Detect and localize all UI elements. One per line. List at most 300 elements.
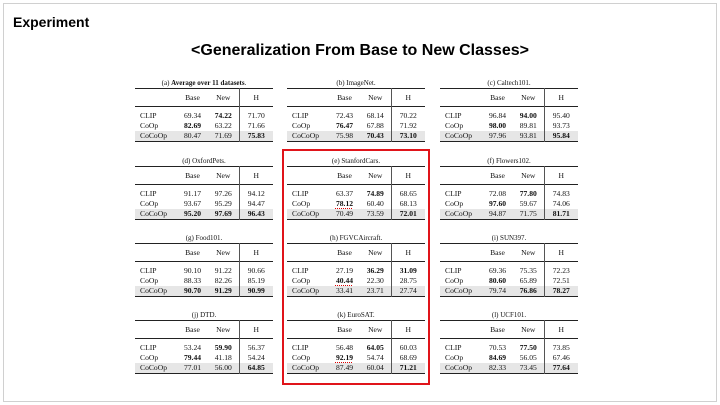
results-table <box>440 166 578 220</box>
value-text: 97.69 <box>214 209 232 218</box>
column-header: H <box>544 244 578 262</box>
value-cell <box>208 276 239 286</box>
table-header-row <box>135 167 273 185</box>
column-header: Base <box>490 325 505 334</box>
value-cell <box>513 131 544 142</box>
value-cell <box>513 199 544 209</box>
value-text: 98.00 <box>488 121 507 130</box>
caption-text: (g) Food101. <box>185 234 223 242</box>
column-header: H <box>544 321 578 339</box>
value-cell <box>177 121 208 131</box>
method-label: CoOp <box>140 121 159 130</box>
method-label: CLIP <box>140 266 157 275</box>
method-label: CoOp <box>140 276 159 285</box>
value-text: 97.26 <box>214 189 232 198</box>
table-row <box>440 199 578 209</box>
table-panel <box>440 156 578 220</box>
value-cell <box>239 276 273 286</box>
header-blank <box>440 89 482 107</box>
main-heading: <Generalization From Base to New Classes> <box>191 42 529 59</box>
header-blank <box>135 244 177 262</box>
results-table <box>287 88 425 142</box>
value-cell <box>177 107 208 122</box>
value-cell <box>482 199 513 209</box>
method-label: CLIP <box>445 266 462 275</box>
method-label: CLIP <box>445 189 462 198</box>
method-label: CLIP <box>445 111 462 120</box>
table-row <box>135 262 273 277</box>
value-text: 27.74 <box>399 286 417 295</box>
method-label: CoCoOp <box>140 131 168 140</box>
value-text: 74.83 <box>552 189 570 198</box>
table-row <box>440 262 578 277</box>
value-cell <box>513 339 544 354</box>
value-text: 91.22 <box>214 266 232 275</box>
value-cell <box>239 209 273 220</box>
column-header: Base <box>337 248 352 257</box>
value-text: 78.12 <box>335 199 354 208</box>
column-header: H <box>391 244 425 262</box>
method-label: CoCoOp <box>292 131 320 140</box>
value-cell <box>391 107 425 122</box>
value-cell <box>177 353 208 363</box>
value-text: 33.41 <box>335 286 354 295</box>
column-header: New <box>368 171 383 180</box>
table-caption <box>135 78 273 88</box>
caption-text: (j) DTD. <box>191 311 217 319</box>
value-cell <box>329 131 360 142</box>
value-text: 71.75 <box>519 209 537 218</box>
value-text: 76.47 <box>335 121 354 130</box>
value-text: 22.30 <box>366 276 384 285</box>
value-text: 69.34 <box>183 111 202 120</box>
method-label: CoCoOp <box>445 209 473 218</box>
table-row <box>440 209 578 220</box>
value-text: 74.22 <box>214 111 232 120</box>
table-caption <box>440 233 578 243</box>
value-cell <box>177 262 208 277</box>
caption-text: (h) FGVCAircraft. <box>329 234 383 242</box>
value-cell <box>329 121 360 131</box>
caption-text: (a) <box>161 79 172 87</box>
table-panel <box>135 233 273 297</box>
value-text: 72.43 <box>335 111 354 120</box>
table-panel <box>440 78 578 142</box>
column-header: New <box>521 171 536 180</box>
value-cell <box>239 199 273 209</box>
column-header: Base <box>490 248 505 257</box>
table-row <box>440 339 578 354</box>
value-cell <box>513 353 544 363</box>
value-text: 75.83 <box>247 131 265 140</box>
results-table <box>440 243 578 297</box>
value-text: 78.27 <box>552 286 570 295</box>
value-cell <box>544 276 578 286</box>
column-header: Base <box>185 248 200 257</box>
value-cell <box>513 262 544 277</box>
value-text: 63.37 <box>335 189 354 198</box>
table-row <box>135 353 273 363</box>
value-text: 56.05 <box>519 353 537 362</box>
value-cell <box>177 185 208 200</box>
value-cell <box>544 339 578 354</box>
table-header-row <box>287 89 425 107</box>
value-cell <box>482 339 513 354</box>
value-cell <box>239 363 273 374</box>
column-header: Base <box>337 171 352 180</box>
value-cell <box>391 121 425 131</box>
value-cell <box>239 131 273 142</box>
table-caption <box>440 78 578 88</box>
value-cell <box>544 363 578 374</box>
value-text: 72.01 <box>399 209 417 218</box>
table-panel <box>440 310 578 374</box>
table-row <box>440 185 578 200</box>
value-cell <box>544 262 578 277</box>
method-label: CoCoOp <box>292 286 320 295</box>
table-header-row <box>440 89 578 107</box>
value-cell <box>208 363 239 374</box>
column-header: Base <box>337 93 352 102</box>
value-text: 94.12 <box>247 189 265 198</box>
column-header: New <box>216 171 231 180</box>
value-text: 91.17 <box>183 189 202 198</box>
value-text: 71.21 <box>399 363 417 372</box>
method-label: CoOp <box>292 276 311 285</box>
header-blank <box>135 89 177 107</box>
table-row <box>287 121 425 131</box>
column-header: Base <box>490 171 505 180</box>
value-cell <box>239 185 273 200</box>
value-cell <box>544 185 578 200</box>
results-table <box>135 166 273 220</box>
caption-text: (i) SUN397. <box>491 234 527 242</box>
value-cell <box>208 286 239 297</box>
value-cell <box>239 339 273 354</box>
table-row <box>135 121 273 131</box>
table-header-row <box>135 321 273 339</box>
value-text: 72.23 <box>552 266 570 275</box>
value-text: 68.13 <box>399 199 417 208</box>
value-cell <box>482 363 513 374</box>
table-row <box>440 353 578 363</box>
value-cell <box>544 131 578 142</box>
table-panel <box>287 78 425 142</box>
value-cell <box>239 353 273 363</box>
table-row <box>135 131 273 142</box>
table-row <box>135 286 273 297</box>
value-text: 77.50 <box>519 343 537 352</box>
value-text: 96.43 <box>247 209 265 218</box>
column-header: H <box>391 167 425 185</box>
method-label: CoOp <box>292 121 311 130</box>
value-cell <box>482 209 513 220</box>
value-text: 71.66 <box>247 121 265 130</box>
value-cell <box>482 131 513 142</box>
table-caption <box>440 156 578 166</box>
column-header: Base <box>185 93 200 102</box>
value-text: 70.43 <box>366 131 384 140</box>
method-label: CLIP <box>292 266 309 275</box>
table-caption <box>287 78 425 88</box>
value-cell <box>513 286 544 297</box>
header-blank <box>287 89 329 107</box>
value-text: 72.08 <box>488 189 507 198</box>
table-row <box>287 107 425 122</box>
table-header-row <box>135 89 273 107</box>
method-label: CLIP <box>140 111 157 120</box>
method-label: CoOp <box>445 199 464 208</box>
caption-text: (d) OxfordPets. <box>182 157 226 165</box>
value-text: 56.37 <box>247 343 265 352</box>
value-text: 77.80 <box>519 189 537 198</box>
results-table <box>440 320 578 374</box>
value-cell <box>360 131 391 142</box>
column-header: H <box>239 89 273 107</box>
method-label: CLIP <box>445 343 462 352</box>
value-text: 64.85 <box>247 363 265 372</box>
value-text: 67.46 <box>552 353 570 362</box>
value-cell <box>513 107 544 122</box>
column-header: New <box>368 248 383 257</box>
highlight-box <box>282 149 430 385</box>
value-cell <box>544 209 578 220</box>
caption-text: (f) Flowers102. <box>487 157 531 165</box>
column-header: H <box>391 89 425 107</box>
method-label: CoCoOp <box>292 209 320 218</box>
value-text: 31.09 <box>399 266 417 275</box>
value-text: 65.89 <box>519 276 537 285</box>
method-label: CoCoOp <box>445 131 473 140</box>
value-text: 71.92 <box>399 121 417 130</box>
table-header-row <box>440 321 578 339</box>
method-label: CoCoOp <box>445 286 473 295</box>
value-text: 95.29 <box>214 199 232 208</box>
value-cell <box>513 121 544 131</box>
value-text: 96.84 <box>488 111 507 120</box>
method-label: CLIP <box>140 343 157 352</box>
value-text: 64.05 <box>366 343 384 352</box>
value-cell <box>208 199 239 209</box>
caption-text: . <box>244 79 247 87</box>
value-cell <box>208 209 239 220</box>
value-text: 59.90 <box>214 343 232 352</box>
method-label: CoOp <box>445 353 464 362</box>
header-blank <box>440 244 482 262</box>
value-cell <box>391 131 425 142</box>
value-cell <box>177 131 208 142</box>
value-text: 75.35 <box>519 266 537 275</box>
table-header-row <box>135 244 273 262</box>
column-header: New <box>521 248 536 257</box>
value-text: 79.44 <box>183 353 202 362</box>
value-text: 80.47 <box>183 131 202 140</box>
caption-text: (c) Caltech101. <box>487 79 531 87</box>
value-cell <box>239 286 273 297</box>
caption-text: (l) UCF101. <box>491 311 527 319</box>
value-text: 70.49 <box>335 209 354 218</box>
table-caption <box>135 156 273 166</box>
value-cell <box>544 121 578 131</box>
header-blank <box>135 321 177 339</box>
value-cell <box>208 339 239 354</box>
table-row <box>440 121 578 131</box>
value-text: 54.74 <box>366 353 384 362</box>
results-table <box>440 88 578 142</box>
column-header: H <box>239 167 273 185</box>
value-cell <box>544 107 578 122</box>
value-text: 41.18 <box>214 353 232 362</box>
method-label: CoOp <box>445 276 464 285</box>
table-row <box>135 107 273 122</box>
value-text: 63.22 <box>214 121 232 130</box>
value-text: 74.89 <box>366 189 384 198</box>
table-row <box>440 107 578 122</box>
value-cell <box>177 209 208 220</box>
method-label: CoCoOp <box>445 363 473 372</box>
value-text: 79.74 <box>488 286 507 295</box>
value-cell <box>208 131 239 142</box>
table-panel <box>135 310 273 374</box>
value-text: 23.71 <box>366 286 384 295</box>
value-text: 56.00 <box>214 363 232 372</box>
value-cell <box>329 107 360 122</box>
value-text: 73.45 <box>519 363 537 372</box>
column-header: H <box>544 167 578 185</box>
value-text: 90.99 <box>247 286 265 295</box>
value-text: 71.70 <box>247 111 265 120</box>
value-text: 27.19 <box>335 266 354 275</box>
header-blank <box>440 321 482 339</box>
value-text: 93.73 <box>552 121 570 130</box>
value-text: 67.88 <box>366 121 384 130</box>
table-row <box>135 339 273 354</box>
value-text: 36.29 <box>366 266 384 275</box>
value-text: 68.14 <box>366 111 384 120</box>
value-cell <box>513 185 544 200</box>
value-text: 93.81 <box>519 131 537 140</box>
value-cell <box>544 353 578 363</box>
results-table <box>135 243 273 297</box>
table-row <box>135 199 273 209</box>
value-text: 70.22 <box>399 111 417 120</box>
value-text: 74.06 <box>552 199 570 208</box>
value-cell <box>239 121 273 131</box>
slide-title: Experiment <box>13 14 90 30</box>
results-table <box>135 320 273 374</box>
value-cell <box>177 286 208 297</box>
caption-text: (e) StanfordCars. <box>331 157 381 165</box>
header-blank <box>135 167 177 185</box>
value-cell <box>482 262 513 277</box>
value-text: 87.49 <box>335 363 354 372</box>
table-row <box>440 363 578 374</box>
table-row <box>440 286 578 297</box>
value-text: 28.75 <box>399 276 417 285</box>
value-text: 77.01 <box>183 363 202 372</box>
method-label: CoOp <box>445 121 464 130</box>
method-label: CoCoOp <box>140 209 168 218</box>
value-text: 59.67 <box>519 199 537 208</box>
value-cell <box>544 286 578 297</box>
column-header: H <box>391 321 425 339</box>
value-text: 71.69 <box>214 131 232 140</box>
value-cell <box>239 107 273 122</box>
value-cell <box>177 339 208 354</box>
table-header-row <box>440 244 578 262</box>
column-header: New <box>368 325 383 334</box>
column-header: New <box>216 93 231 102</box>
table-row <box>440 276 578 286</box>
value-text: 90.66 <box>247 266 265 275</box>
column-header: New <box>521 93 536 102</box>
value-text: 40.44 <box>335 276 354 285</box>
value-text: 84.69 <box>488 353 507 362</box>
value-cell <box>208 353 239 363</box>
column-header: New <box>216 325 231 334</box>
value-cell <box>513 276 544 286</box>
value-text: 95.40 <box>552 111 570 120</box>
method-label: CLIP <box>292 343 309 352</box>
method-label: CLIP <box>292 111 309 120</box>
caption-text: (b) ImageNet. <box>336 79 376 87</box>
value-text: 60.03 <box>399 343 417 352</box>
value-cell <box>482 185 513 200</box>
table-row <box>135 185 273 200</box>
value-text: 70.53 <box>488 343 507 352</box>
value-text: 95.20 <box>183 209 202 218</box>
method-label: CoCoOp <box>140 286 168 295</box>
table-row <box>135 209 273 220</box>
value-cell <box>177 363 208 374</box>
value-cell <box>177 199 208 209</box>
caption-text: (k) EuroSAT. <box>337 311 375 319</box>
value-text: 60.04 <box>366 363 384 372</box>
value-text: 85.19 <box>247 276 265 285</box>
value-text: 56.48 <box>335 343 354 352</box>
value-text: 88.33 <box>183 276 202 285</box>
table-panel <box>440 233 578 297</box>
value-text: 73.85 <box>552 343 570 352</box>
value-text: 53.24 <box>183 343 202 352</box>
method-label: CoOp <box>140 199 159 208</box>
table-row <box>135 363 273 374</box>
results-table <box>135 88 273 142</box>
table-caption <box>440 310 578 320</box>
value-cell <box>482 107 513 122</box>
method-label: CoCoOp <box>140 363 168 372</box>
value-text: 68.65 <box>399 189 417 198</box>
value-text: 93.67 <box>183 199 202 208</box>
column-header: Base <box>185 171 200 180</box>
value-cell <box>177 276 208 286</box>
value-cell <box>208 121 239 131</box>
value-cell <box>208 185 239 200</box>
method-label: CoOp <box>292 199 311 208</box>
method-label: CoCoOp <box>292 363 320 372</box>
method-label: CLIP <box>292 189 309 198</box>
value-cell <box>482 353 513 363</box>
value-text: 94.00 <box>519 111 537 120</box>
value-text: 92.19 <box>335 353 354 362</box>
value-cell <box>239 262 273 277</box>
value-text: 97.60 <box>488 199 507 208</box>
column-header: H <box>239 321 273 339</box>
value-text: 73.10 <box>399 131 417 140</box>
table-caption <box>135 310 273 320</box>
value-text: 80.60 <box>488 276 507 285</box>
table-panel <box>135 156 273 220</box>
